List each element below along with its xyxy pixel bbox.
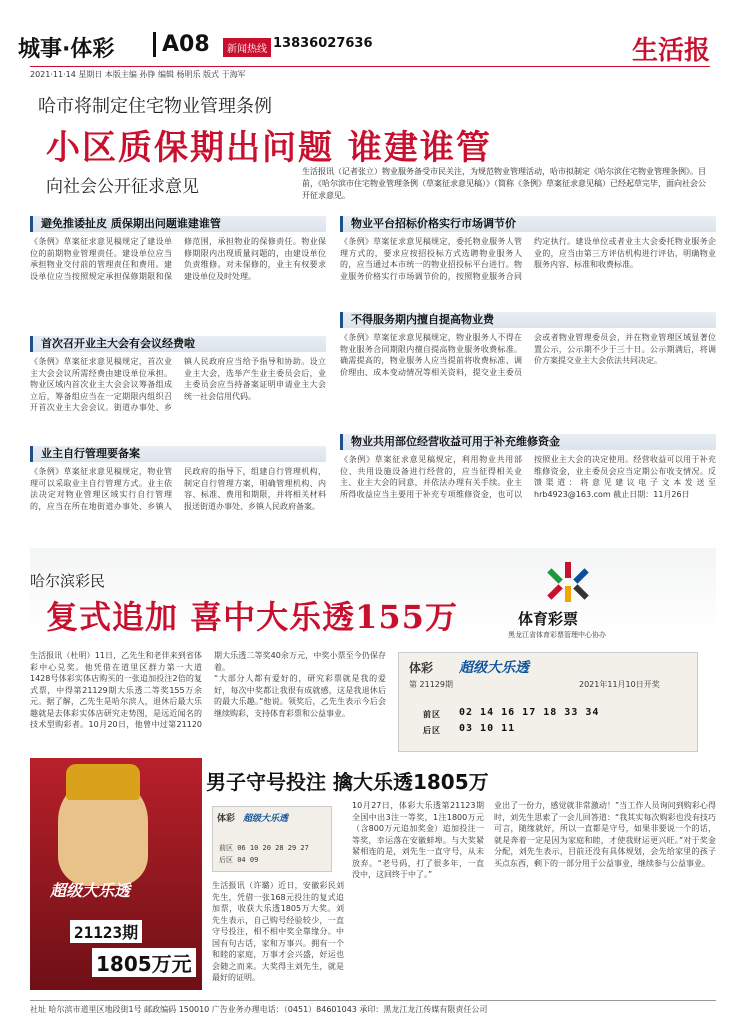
section-title: 物业共用部位经营收益可用于补充维修资金 (340, 434, 716, 450)
photo-logo: 超级大乐透 (50, 881, 131, 900)
ticket-row: 02 14 16 17 18 33 34 (459, 707, 600, 718)
section-text: 《条例》草案征求意见稿规定，委托物业服务人管理方式的，要求应按招投标方式选聘物业服务人的，应当通过本市统一的物业招投标平台进行。物业服务价格实行市场调节价的，按照物业服务合同约定执行。建设单位或者业主大会委托物业服务企业的，应当由第三方评估机构进行评估，明确物业服务内容、标准和收费标准。 (340, 237, 716, 281)
section-text: 《条例》草案征求意见稿规定，物业管理可以采取业主自行管理方式。业主依法决定对物业管理区域实行自行管理的，应当在所在地街道办事处、乡镇人民政府的指导下，组建自行管理机构，制定自行管理方案，明确管理机构、内容、标准、费用和期限，并将相关材料报送街道办事处、乡镇人民政府备案。 (30, 467, 326, 511)
footer: 社址 哈尔滨市道里区地段街1号 邮政编码 150010 广告业务办理电话：（0451）84601043 承印：黑龙江龙江传媒有限责任公司 (30, 1000, 716, 1015)
page-number: A08 (153, 32, 210, 57)
photo-amount: 1805万元 (92, 948, 196, 977)
ticket2-row: 前区 06 10 20 28 29 27 (219, 844, 309, 852)
ticket-row: 03 10 11 (459, 723, 516, 734)
lottery-headline: 复式追加 喜中大乐透155万 (46, 598, 458, 636)
lottery-text-a: 生活报讯（杜明）11日，乙先生和老伴来到省体彩中心兑奖。他凭借在道里区群力第一大道1428号体彩实体店购买的一张追加投注2倍的复式票，中得第21129期大乐透二等奖155万余元。据了解，乙先生是哈尔滨人，退休后最大乐趣就是去体彩实体店研究走势图，是远近闻名的技术型购彩者。10月20日，他曾中过第21120期大乐透二等奖40余万元，中奖小票至今仍保存着。 “大部分人都有爱好的，研究彩票就是我的爱好，每次中奖都让我很有成就感，这是我退休后的最大乐趣。”他说。领奖后，乙先生表示今后会继续购彩，支持体育彩票和公益事业。 (30, 651, 386, 729)
ticket-brand: 体彩 (409, 661, 434, 675)
hotline-label: 新闻热线 (223, 38, 271, 57)
ticket2-logo: 超级大乐透 (243, 814, 289, 824)
story2-text-c: 业出了一份力，感觉就非常激动！”当工作人员询问到购彩心得时，刘先生思索了一会儿回答道：“我其实每次购彩也没有技巧可言，随缘就好，所以一直都是守号，如果非要说一个的话，就是奔着一定是因为家庭和睦，才使我财运更兴旺。”对于奖金分配，刘先生表示，目前还没有具体规划，会先给家里的孩子买点东西，剩下的一部分用于公益事业，继续参与公益事业。 (494, 801, 716, 868)
sports-lottery-mark-icon (538, 560, 598, 608)
story1-kicker: 哈市将制定住宅物业管理条例 (38, 96, 272, 117)
section-text: 《条例》草案征求意见稿规定了建设单位的前期物业管理责任。建设单位应当承担物业交付前的管理责任和费用。建设单位应当按照规定承担保修期限和保修范围，承担物业的保修责任。物业保修期限内出现质量问题的，由建设单位负责维修。对未保修的，业主有权要求建设单位及时处理。 (30, 237, 326, 281)
lottery-text-b: “大部分人都有爱好的，研究彩票就是我的爱好，每次中奖都让我很有成就感，这是我退休后的最大乐趣。”他说。领奖后，乙先生表示今后会继续购彩，支持体育彩票和公益事业。 (214, 674, 386, 718)
winner-photo (30, 758, 202, 990)
story2-headline: 男子守号投注 擒大乐透1805万 (206, 770, 489, 794)
ticket-logo: 超级大乐透 (459, 660, 529, 676)
masthead (18, 30, 718, 64)
ticket-date: 2021年11月10日开奖 (579, 680, 660, 689)
lottery-kicker: 哈尔滨彩民 (30, 572, 106, 590)
sports-lottery-sub: 黑龙江省体育彩票管理中心协办 (508, 631, 606, 639)
ticket-issue: 第 21129期 (409, 680, 453, 689)
sports-lottery-name: 体育彩票 (518, 610, 579, 628)
section-text: 《条例》草案征求意见稿规定，物业服务人不得在物业服务合同期限内擅自提高物业服务收费标准。确需提高的，物业服务人应当提前将收费标准、调价理由、成本变动情况等相关资料，提交业主委员会或者物业管理委员会，并在物业管理区域显著位置公示，公示期不少于三十日。公示期满后，将调价方案提交业主大会依法共同决定。 (340, 333, 716, 377)
issue-line: 2021·11·14 星期日 本版主编 孙铮 编辑 杨明乐 版式 于海军 (30, 66, 710, 80)
section-title: 首次召开业主大会有会议经费啦 (30, 336, 326, 352)
story1-lede: 生活报讯（记者张立）物业服务备受市民关注，为规范物业管理活动，哈市拟制定《哈尔滨住宅物业管理条例》。目前，《哈尔滨市住宅物业管理条例（草案征求意见稿）》（简称《条例》草案征求意见稿）已经起草完毕，面向社会公开征求意见。 (302, 167, 706, 200)
section-title: 业主自行管理要备案 (30, 446, 326, 462)
section-text: 《条例》草案征求意见稿规定，利用物业共用部位、共用设施设备进行经营的，应当征得相关业主、业主大会的同意，并依法办理有关手续。业主所得收益应当主要用于补充专项维修资金，也可以按照业主大会的决定使用。经营收益可以用于补充维修资金，业主委员会应当定期公布收支情况。反馈渠道：将意见建议电子文本发送至hrb4923@163.com 截止日期：11月26日 (340, 455, 716, 499)
ticket2-row: 后区 04 09 (219, 856, 259, 864)
story2-ticket (212, 806, 332, 872)
section-title: 避免推诿扯皮 质保期出问题谁建谁管 (30, 216, 326, 232)
sports-lottery-logo (508, 560, 628, 640)
lottery-ticket-photo (398, 652, 698, 752)
section-text: 《条例》草案征求意见稿规定，首次业主大会会议所需经费由建设单位承担。物业区域内首次业主大会会议筹备组成立后，筹备组应当在一定期限内组织召开首次业主大会会议。街道办事处、乡镇人民政府应当给予指导和协助。设立业主大会，选举产生业主委员会后，业主委员会应当持备案证明申请业主大会统一社会信用代码。 (30, 357, 326, 412)
story1-headline: 小区质保期出问题 谁建谁管 (46, 128, 492, 168)
story1-subhead: 向社会公开征求意见 (46, 177, 199, 197)
section-name: 城事·体彩 (18, 37, 115, 62)
ticket-row-label: 后区 (423, 726, 441, 735)
story2-text-a: 生活报讯（许璐）近日，安徽彩民刘先生，凭借一张168元投注的复式追加票，收获大乐透1805万大奖。刘先生表示，自己购号经验较少，一直守号投注，相不相中奖全靠缘分。中国有句古话，家和万事兴。拥有一个和睦的家庭，万事才会兴盛，好运也会随之而来。大奖得主刘先生，就是最好的证明。 (212, 881, 344, 982)
fortune-god-hat (66, 764, 140, 800)
story2-text-b: 10月27日，体彩大乐透第21123期全国中出3注一等奖，1注1800万元（含800万元追加奖金）追加投注一等奖，幸运落在安徽蚌埠。与大奖紧紧相连的是，刘先生一直守号，从未放弃。“老号码，打了很多年，一直没中，这回终于中了。” (352, 801, 484, 879)
paper-logo: 生活报 (631, 36, 710, 66)
ticket-row-label: 前区 (423, 710, 441, 719)
ticket2-brand: 体彩 (217, 814, 236, 824)
hotline-number: 13836027636 (273, 36, 373, 51)
section-title: 物业平台招标价格实行市场调节价 (340, 216, 716, 232)
photo-issue: 21123期 (70, 920, 142, 943)
section-title: 不得服务期内擅自提高物业费 (340, 312, 716, 328)
